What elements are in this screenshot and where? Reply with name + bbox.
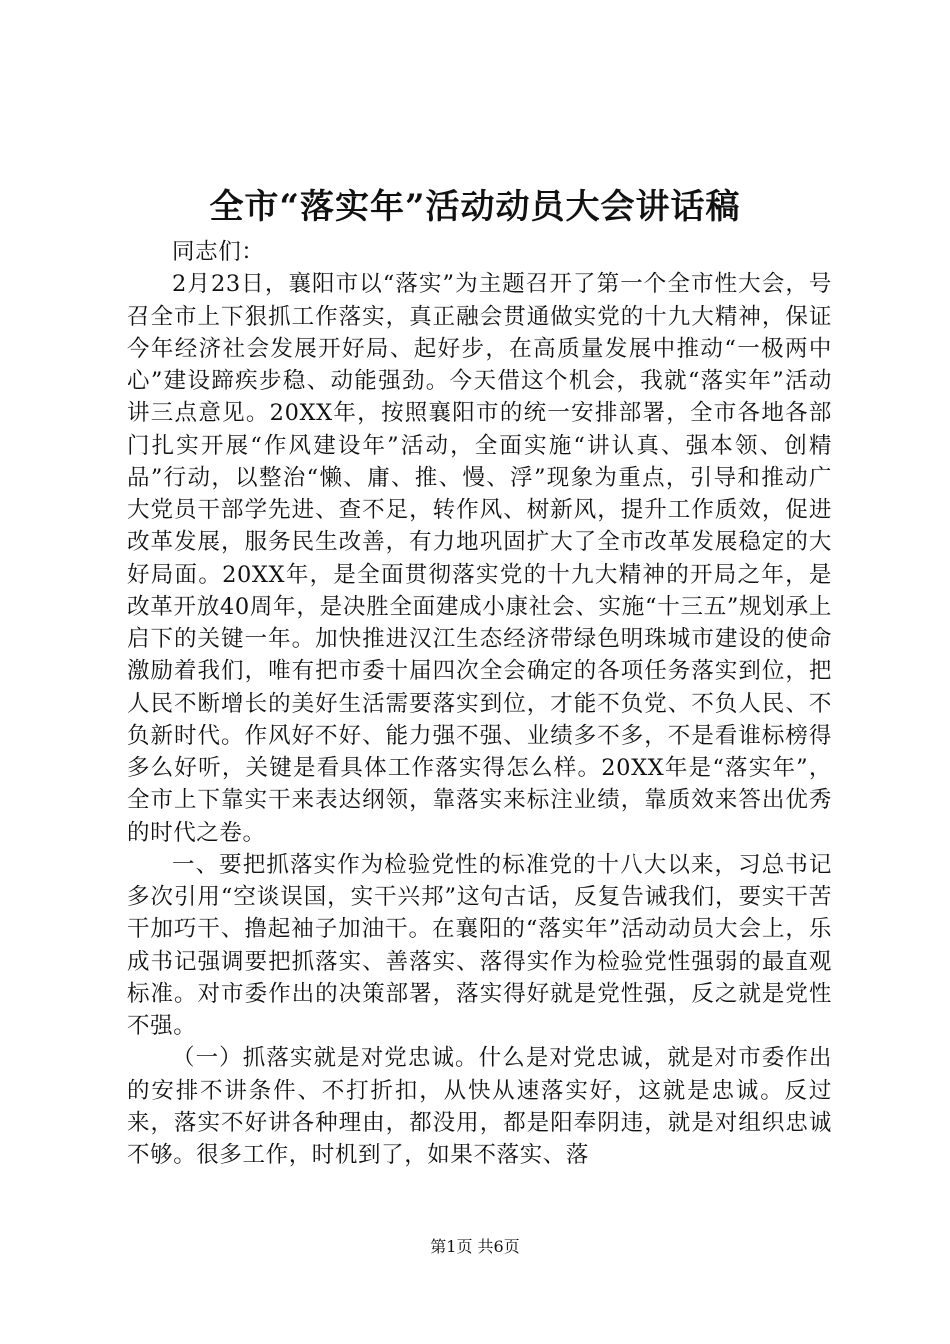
salutation: 同志们： bbox=[172, 239, 265, 265]
document-body bbox=[127, 236, 832, 1171]
body-paragraph: （一）抓落实就是对党忠诚。什么是对党忠诚，就是对市委作出的安排不讲条件、不打折扣，从快从速落实好，这就是忠诚。反过来，落实不好讲各种理由，都没用，都是阳奉阴违，就是对组织忠诚不够。很多工作，时机到了，如果不落实、落 bbox=[127, 1045, 832, 1168]
body-paragraph: 一、要把抓落实作为检验党性的标准党的十八大以来，习总书记多次引用“空谈误国，实干兴邦”这句古话，反复告诫我们，要实干苦干加巧干、撸起袖子加油干。在襄阳的“落实年”活动动员大会上，乐成书记强调要把抓落实、善落实、落得实作为检验党性强弱的最直观标准。对市委作出的决策部署，落实得好就是党性强，反之就是党性不强。 bbox=[127, 851, 832, 1039]
body-paragraph: 2月23日，襄阳市以“落实”为主题召开了第一个全市性大会，号召全市上下狠抓工作落实，真正融会贯通做实党的十九大精神，保证今年经济社会发展开好局、起好步，在高质量发展中推动“一极两中心”建设蹄疾步稳、动能强劲。今天借这个机会，我就“落实年”活动讲三点意见。20XX年，按照襄阳市的统一安排部署，全市各地各部门扎实开展“作风建设年”活动，全面实施“讲认真、强本领、创精品”行动，以整治“懒、庸、推、慢、浮”现象为重点，引导和推动广大党员干部学先进、查不足，转作风、树新风，提升工作质效，促进改革发展，服务民生改善，有力地巩固扩大了全市改革发展稳定的大好局面。20XX年，是全面贯彻落实党的十九大精神的开局之年，是改革开放40周年，是决胜全面建成小康社会、实施“十三五”规划承上启下的关键一年。加快推进汉江生态经济带绿色明珠城市建设的使命激励着我们，唯有把市委十届四次全会确定的各项任务落实到位，把人民不断增长的美好生活需要落实到位，才能不负党、不负人民、不负新时代。作风好不好、能力强不强、业绩多不多，不是看谁标榜得多么好听，关键是看具体工作落实得怎么样。20XX年是“落实年”，全市上下靠实干来表达纲领，靠落实来标注业绩，靠质效来答出优秀的时代之卷。 bbox=[127, 271, 832, 846]
page-number-footer: 第1页 共6页 bbox=[430, 1237, 520, 1256]
document-title: 全市“落实年”活动动员大会讲话稿 bbox=[209, 187, 741, 227]
